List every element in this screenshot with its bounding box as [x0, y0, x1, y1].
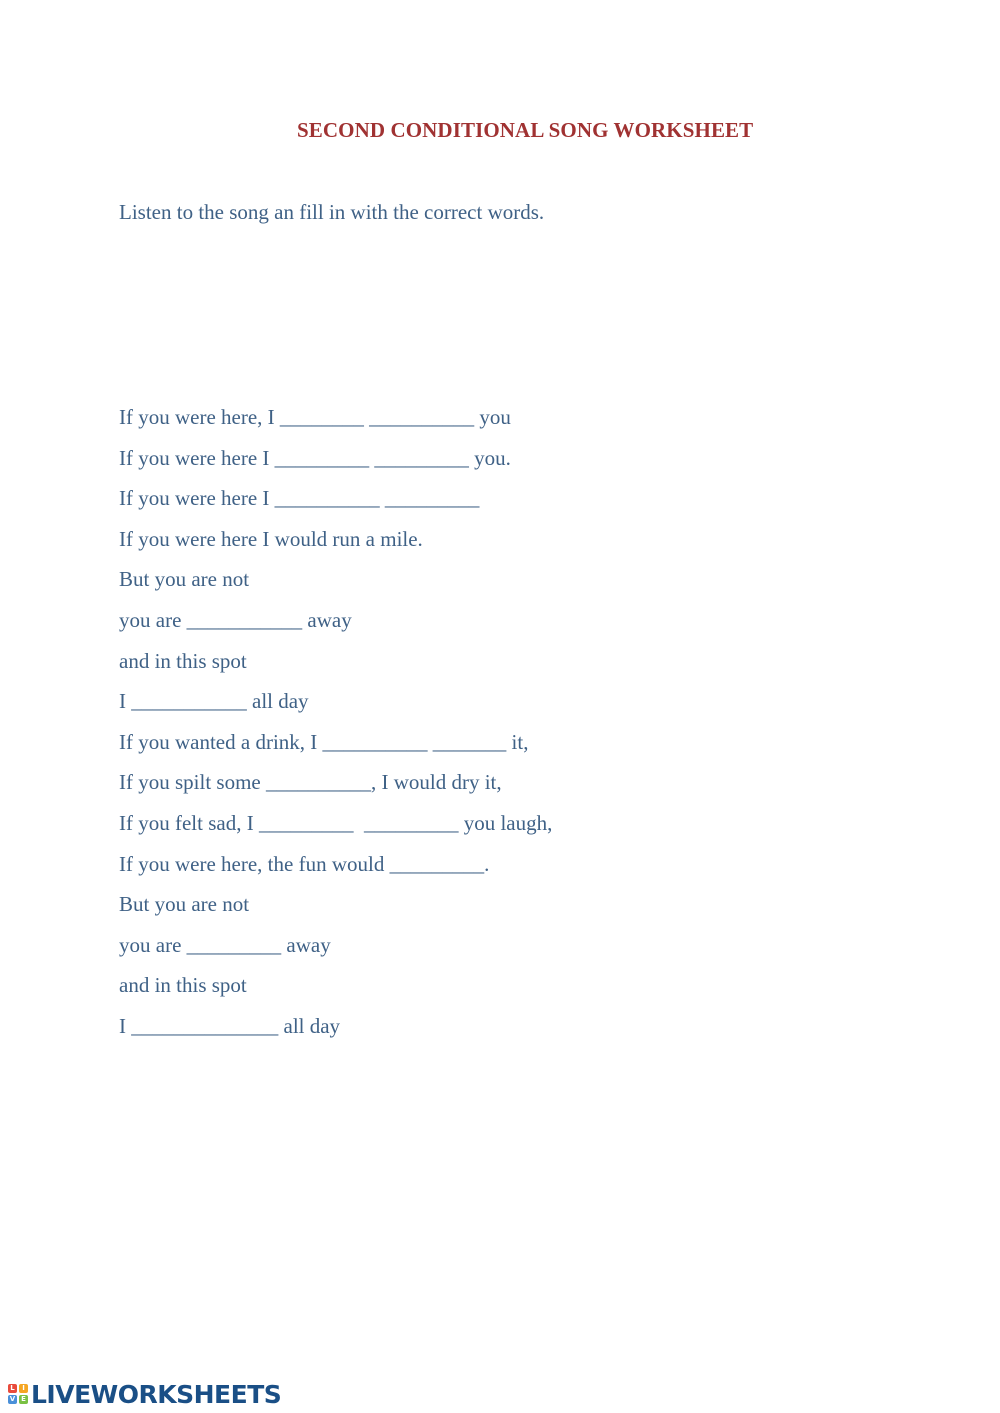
lyric-line: If you felt sad, I _________ _________ you laugh, — [119, 810, 553, 835]
page-title: SECOND CONDITIONAL SONG WORKSHEET — [297, 118, 754, 142]
lyric-line: If you wanted a drink, I __________ _______ it, — [119, 729, 529, 754]
lyric-line: you are _________ away — [119, 932, 331, 957]
lyric-line: I ___________ all day — [119, 689, 309, 714]
lyric-line: I ______________ all day — [119, 1013, 341, 1038]
logo-text: LIVEWORKSHEETS — [31, 1379, 282, 1409]
lyrics-list — [119, 403, 552, 1053]
lyric-line: If you were here, the fun would _________. — [119, 851, 490, 876]
lyric-line: If you were here I _________ _________ you. — [119, 445, 511, 470]
lyric-line: If you were here I would run a mile. — [119, 526, 423, 551]
lyric-line: you are ___________ away — [119, 607, 352, 632]
logo-block: V — [9, 1395, 16, 1403]
instructions-text: Listen to the song an fill in with the correct words. — [119, 200, 545, 224]
lyric-line: If you were here, I ________ __________ you — [119, 405, 511, 429]
lyric-line: and in this spot — [119, 973, 247, 998]
lyric-line: If you were here I __________ _________ — [119, 486, 480, 511]
logo-blocks-icon — [8, 1384, 28, 1404]
lyric-line: But you are not — [119, 892, 250, 917]
lyric-line: But you are not — [119, 567, 250, 592]
logo-block: L — [8, 1384, 17, 1393]
lyric-line: If you spilt some __________, I would dry it, — [119, 770, 502, 795]
logo-block: I — [19, 1384, 28, 1393]
liveworksheets-logo[interactable] — [8, 1380, 281, 1408]
lyric-line: and in this spot — [119, 648, 247, 673]
logo-block: E — [19, 1395, 28, 1404]
